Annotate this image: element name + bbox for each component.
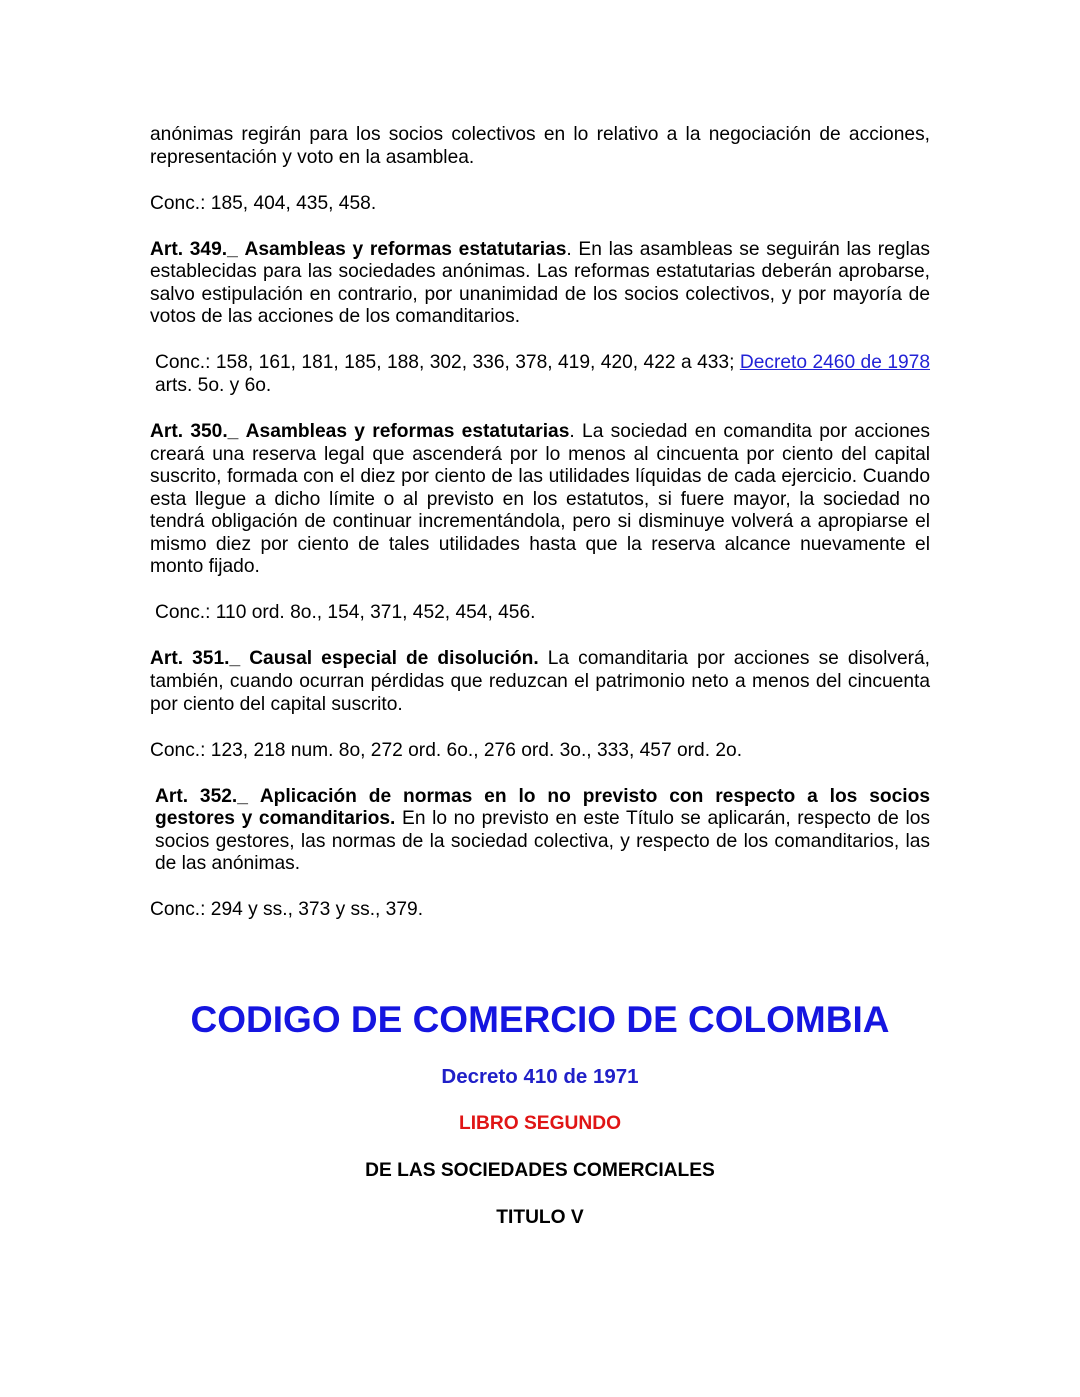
article-352-title: Aplicación de normas en lo no previsto con respecto a los socios gestores y comanditarios. [155, 785, 930, 830]
conc-349 [150, 352, 930, 397]
libro-heading: LIBRO SEGUNDO [458, 1113, 622, 1134]
article-349-number: Art. 349._ [150, 238, 238, 260]
article-352-text: En lo no previsto en este Título se aplicarán, respecto de los socios gestores, las normas de la sociedad colectiva, y respecto de los comanditarios, las de las anónimas. [155, 808, 931, 875]
conc-350: Conc.: 110 ord. 8o., 154, 371, 452, 454, 456. [155, 602, 536, 624]
decree-subtitle: Decreto 410 de 1971 [441, 1065, 639, 1088]
article-351-title: Causal especial de disolución. [249, 648, 539, 670]
article-349-text: . En las asambleas se seguirán las reglas establecidas para las sociedades anónimas. Las reformas estatutarias deberán aprobarse, salvo estipulación en contrario, por unanimidad de los socios colectivos, y por mayoría de votos de las acciones de los comanditarios. [150, 238, 931, 328]
article-351-number: Art. 351._ [150, 648, 241, 670]
article-349-title: Asambleas y reformas estatutarias [244, 238, 567, 260]
article-351-text: La comanditaria por acciones se disolverá, también, cuando ocurran pérdidas que reduzcan el patrimonio neto a menos del cincuenta por ciento del capital suscrito. [150, 648, 931, 715]
article-352-number: Art. 352._ [155, 785, 248, 807]
conc-351: Conc.: 123, 218 num. 8o, 272 ord. 6o., 276 ord. 3o., 333, 457 ord. 2o. [150, 739, 743, 761]
article-350-text: . La sociedad en comandita por acciones creará una reserva legal que ascenderá por lo menos al cincuenta por ciento del capital suscrito, formada con el diez por ciento de las utilidades líquidas de cada ejercicio. Cuando esta llegue a dicho límite o al previsto en los estatutos, si fuere mayor, la sociedad no tendrá obligación de continuar incrementándola, pero si disminuye volverá a apropiarse el mismo diez por ciento de tales utilidades hasta que la reserva alcance nuevamente el monto fijado. [150, 420, 931, 578]
titulo-heading: TITULO V [496, 1207, 584, 1228]
article-350-title: Asambleas y reformas estatutarias [245, 420, 570, 442]
article-351 [150, 648, 930, 716]
conc-349-text: Conc.: 158, 161, 181, 185, 188, 302, 336, 378, 419, 420, 422 a 433; [155, 352, 740, 374]
article-350 [150, 421, 930, 579]
article-350-number: Art. 350._ [150, 420, 239, 442]
article-349 [150, 239, 930, 329]
section-heading: DE LAS SOCIEDADES COMERCIALES [365, 1160, 715, 1181]
conc-349-tail: arts. 5o. y 6o. [155, 374, 272, 396]
decreto-2460-link[interactable]: Decreto 2460 de 1978 [739, 352, 931, 374]
conc-352: Conc.: 294 y ss., 373 y ss., 379. [150, 899, 424, 921]
code-title: CODIGO DE COMERCIO DE COLOMBIA [190, 999, 890, 1040]
conc-348: Conc.: 185, 404, 435, 458. [150, 192, 377, 214]
article-352 [150, 786, 930, 876]
intro-paragraph: anónimas regirán para los socios colectivos en lo relativo a la negociación de acciones, representación y voto en la asamblea. [150, 124, 930, 168]
document-body [150, 124, 930, 922]
